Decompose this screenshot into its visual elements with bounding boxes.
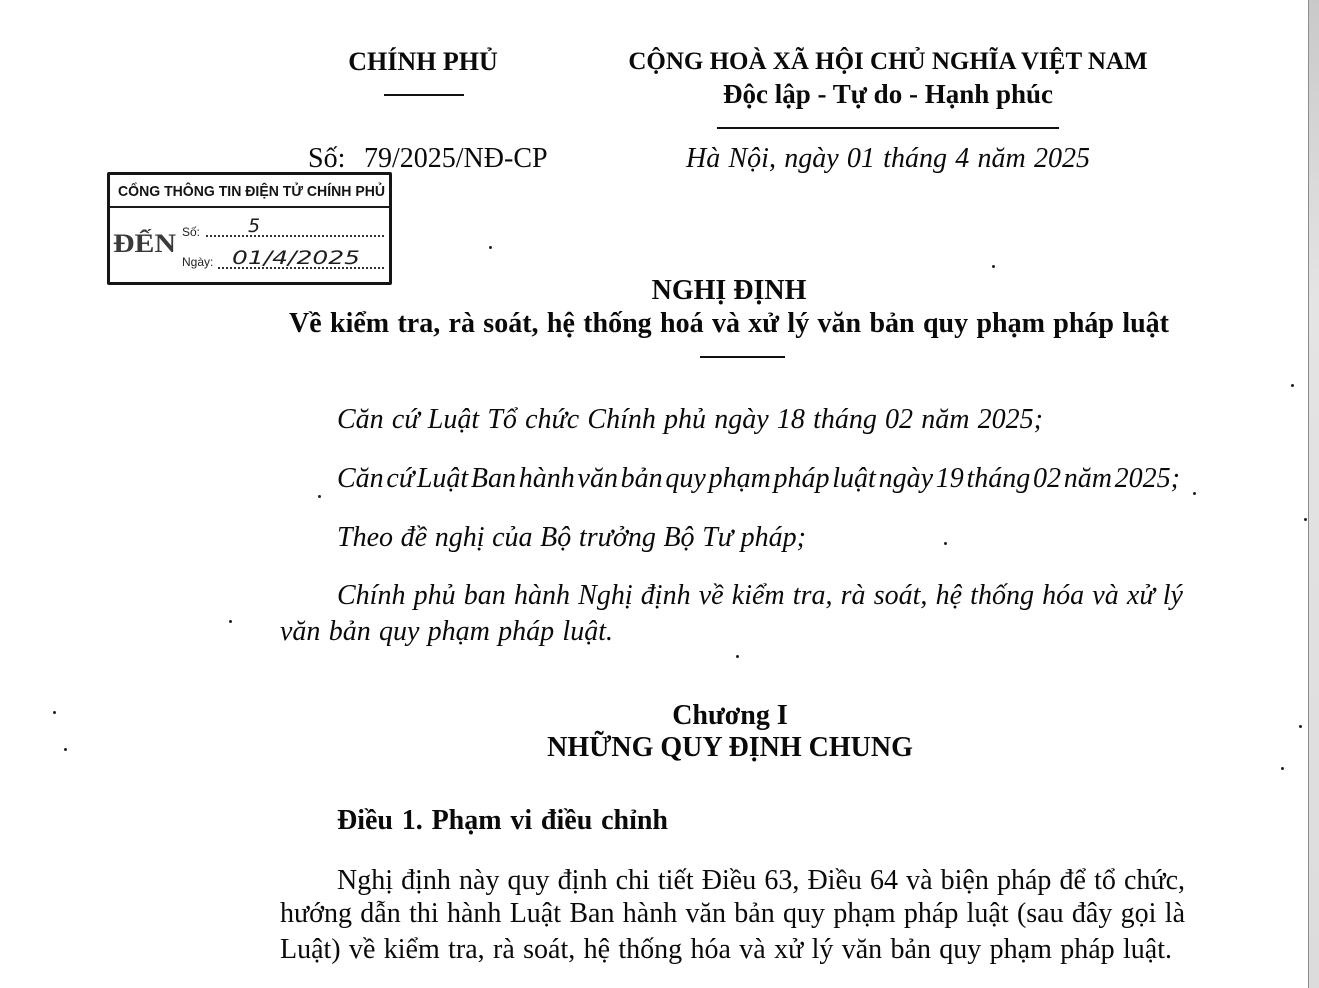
scan-speck <box>944 542 947 545</box>
preamble-line: Theo đề nghị của Bộ trưởng Bộ Tư pháp; <box>337 522 806 553</box>
national-motto: Độc lập - Tự do - Hạnh phúc <box>722 79 1054 109</box>
preamble-line: Căn cứ Luật Tổ chức Chính phủ ngày 18 tháng 02 năm 2025; <box>337 404 1043 435</box>
national-title: CỘNG HOÀ XÃ HỘI CHỦ NGHĨA VIỆT NAM <box>628 48 1148 75</box>
stamp-divider <box>110 206 389 208</box>
preamble-line: Căn cứ Luật Ban hành văn bản quy phạm pháp luật ngày 19 tháng 02 năm 2025; <box>337 463 1180 494</box>
article-line: Luật) về kiểm tra, rà soát, hệ thống hóa và xử lý văn bản quy phạm pháp luật. <box>280 934 1172 965</box>
issuing-agency: CHÍNH PHỦ <box>348 47 498 76</box>
scan-speck <box>1304 518 1307 521</box>
scan-speck <box>318 495 321 498</box>
scan-speck <box>53 711 56 714</box>
stamp-direction: ĐẾN <box>113 229 176 258</box>
doc-number-label: Số: <box>308 143 346 174</box>
stamp-number-dotted-line <box>206 235 384 237</box>
agency-underline <box>384 94 464 96</box>
scan-speck <box>229 620 232 623</box>
scan-speck <box>1299 725 1302 728</box>
scan-speck <box>736 655 739 658</box>
scan-page-edge <box>1308 0 1319 988</box>
stamp-date-label: Ngày: <box>182 255 214 269</box>
subject-underline <box>700 356 785 358</box>
chapter-number: Chương I <box>672 700 788 731</box>
article-heading: Điều 1. Phạm vi điều chỉnh <box>337 805 668 836</box>
article-line: Nghị định này quy định chi tiết Điều 63, Điều 64 và biện pháp để tổ chức, <box>337 865 1185 896</box>
place-date: Hà Nội, ngày 01 tháng 4 năm 2025 <box>686 143 1090 174</box>
scan-speck <box>992 265 995 268</box>
article-line: hướng dẫn thi hành Luật Ban hành văn bản quy phạm pháp luật (sau đây gọi là <box>280 898 1185 929</box>
stamp-issuer: CỔNG THÔNG TIN ĐIỆN TỬ CHÍNH PHỦ <box>118 183 385 200</box>
chapter-title: NHỮNG QUY ĐỊNH CHUNG <box>547 732 913 763</box>
scan-speck <box>1291 384 1294 387</box>
scan-speck <box>64 748 67 751</box>
scan-speck <box>489 246 492 249</box>
stamp-number-label: Số: <box>182 225 201 239</box>
scan-speck <box>1281 767 1284 770</box>
document-type: NGHỊ ĐỊNH <box>651 275 807 306</box>
received-stamp <box>107 172 392 285</box>
scan-speck <box>1193 492 1196 495</box>
motto-underline <box>717 127 1059 129</box>
stamp-date-handwritten: 01/4/2025 <box>232 247 360 269</box>
document-subject: Về kiểm tra, rà soát, hệ thống hoá và xử lý văn bản quy phạm pháp luật <box>289 308 1169 339</box>
stamp-number-handwritten: 5 <box>248 215 261 237</box>
enactment-line: Chính phủ ban hành Nghị định về kiểm tra, rà soát, hệ thống hóa và xử lý <box>337 580 1183 611</box>
enactment-line: văn bản quy phạm pháp luật. <box>280 616 613 647</box>
doc-number-value: 79/2025/NĐ-CP <box>364 143 548 174</box>
